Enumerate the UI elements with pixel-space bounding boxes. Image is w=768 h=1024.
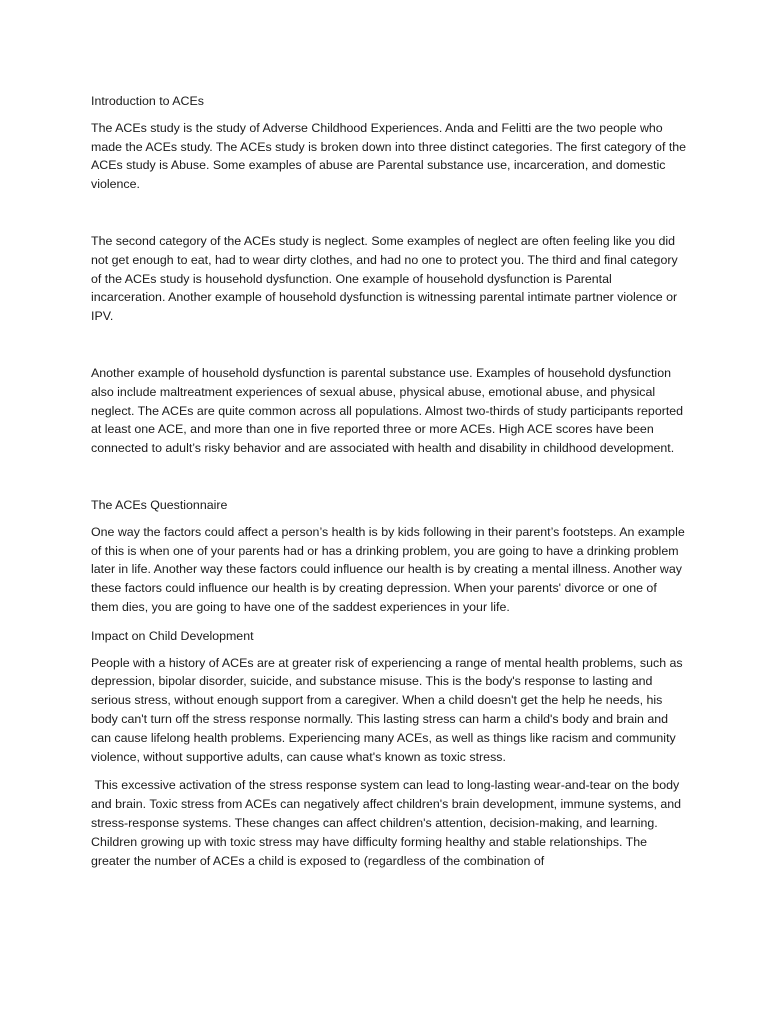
document-page	[91, 92, 687, 870]
paragraph-development-2: This excessive activation of the stress response system can lead to long-lasting wear-and-tear on the body and brain. Toxic stress from ACEs can negatively affect children's brain development, immune systems, and stress-response systems. These changes can affect children's attention, decision-making, and learning. Children growing up with toxic stress may have difficulty forming healthy and stable relationships. The greater the number of ACEs a child is exposed to (regardless of the combination of	[91, 778, 685, 868]
section-heading-questionnaire: The ACEs Questionnaire	[91, 497, 228, 512]
paragraph-intro-2: The second category of the ACEs study is neglect. Some examples of neglect are often feeling like you did not get enough to eat, had to wear dirty clothes, and had no one to protect you. The third and final category of the ACEs study is household dysfunction. One example of household dysfunction is Parental incarceration. Another example of household dysfunction is witnessing parental intimate partner violence or IPV.	[91, 233, 678, 324]
paragraph-intro-1: The ACEs study is the study of Adverse Childhood Experiences. Anda and Felitti are the two people who made the ACEs study. The ACEs study is broken down into three distinct categories. The first category of the ACEs study is Abuse. Some examples of abuse are Parental substance use, incarceration, and domestic violence.	[91, 120, 687, 192]
paragraph-questionnaire-1: One way the factors could affect a person’s health is by kids following in their parent’s footsteps. An example of this is when one of your parents had or has a drinking problem, you are going to have a drinking problem later in life. Another way these factors could influence our health is by creating a mental illness. Another way these factors could influence our health is by creating depression. When your parents' divorce or one of them dies, you are going to have one of the saddest experiences in your life.	[91, 524, 685, 614]
section-heading-introduction: Introduction to ACEs	[91, 94, 204, 108]
paragraph-intro-3: Another example of household dysfunction is parental substance use. Examples of household dysfunction also include maltreatment experiences of sexual abuse, physical abuse, emotional abuse, and physical neglect. The ACEs are quite common across all populations. Almost two-thirds of study participants reported at least one ACE, and more than one in five reported three or more ACEs. High ACE scores have been connected to adult’s risky behavior and are associated with health and disability in childhood development.	[91, 365, 684, 456]
section-heading-child-development: Impact on Child Development	[91, 628, 254, 643]
paragraph-development-1: People with a history of ACEs are at greater risk of experiencing a range of mental health problems, such as depression, bipolar disorder, suicide, and substance misuse. This is the body's response to lasting and serious stress, without enough support from a caregiver. When a child doesn't get the help he needs, his body can't turn off the stress response normally. This lasting stress can harm a child's body and brain and can cause lifelong health problems. Experiencing many ACEs, as well as things like racism and community violence, without supportive adults, can cause what's known as toxic stress.	[91, 655, 683, 764]
